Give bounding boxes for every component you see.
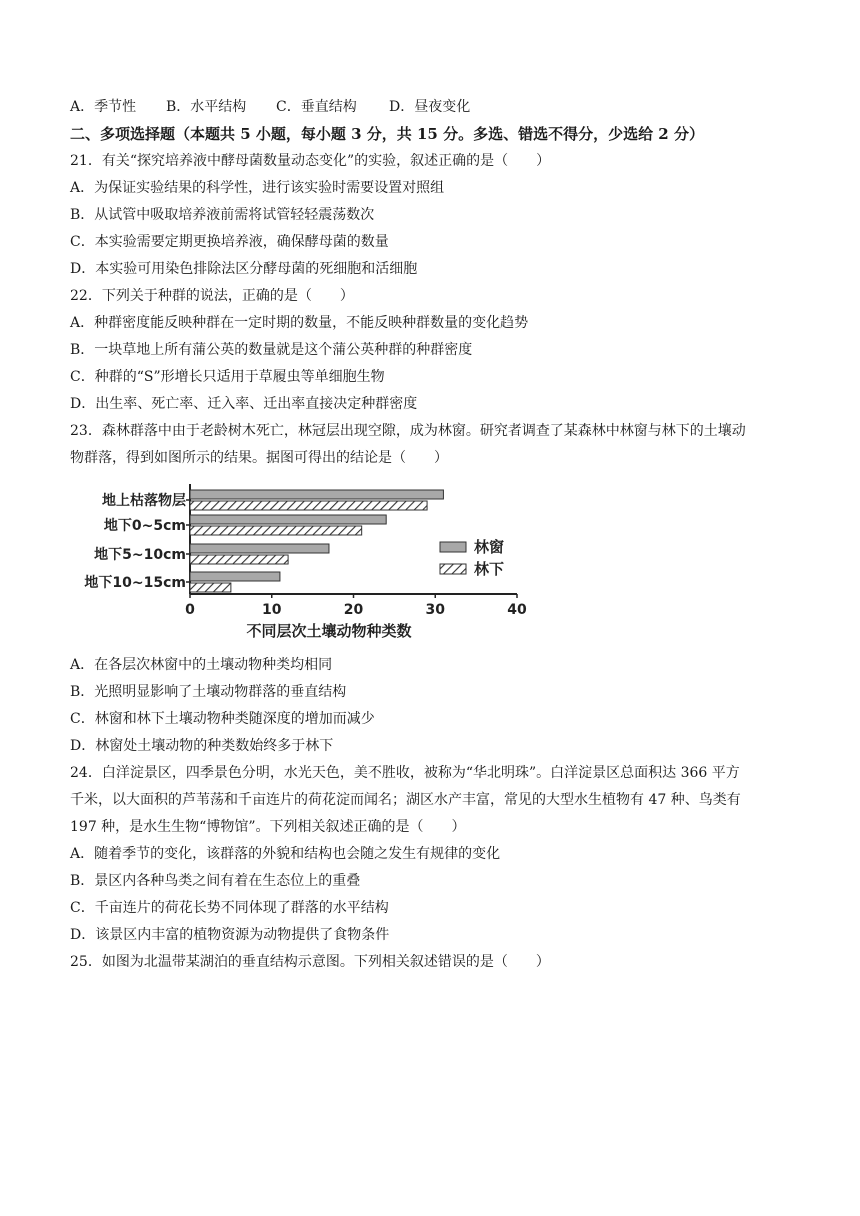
q24-stem-line-3: 197 种，是水生生物“博物馆”。下列相关叙述正确的是（ ） (70, 819, 466, 835)
q23-option-b: B．光照明显影响了土壤动物群落的垂直结构 (70, 684, 347, 700)
q22-stem: 22．下列关于种群的说法，正确的是（ ） (70, 288, 354, 304)
x-tick-label: 40 (507, 602, 527, 618)
legend-swatch-linchuang (440, 542, 466, 552)
q21-option-c: C．本实验需要定期更换培养液，确保酵母菌的数量 (70, 234, 389, 250)
bar-linxia (190, 501, 427, 510)
q22-option-c: C．种群的“S”形增长只适用于草履虫等单细胞生物 (70, 369, 385, 385)
bar-linchuang (190, 515, 386, 524)
q21-stem: 21．有关“探究培养液中酵母菌数量动态变化”的实验，叙述正确的是（ ） (70, 153, 551, 169)
x-axis-title: 不同层次土壤动物种类数 (246, 622, 412, 640)
q20-option-a: A．季节性 (70, 99, 137, 115)
x-tick-label: 30 (425, 602, 445, 618)
q23-option-a: A．在各层次林窗中的土壤动物种类均相同 (70, 657, 333, 673)
legend-label: 林窗 (474, 538, 505, 556)
q23-stem-line-1: 23．森林群落中由于老龄树木死亡，林冠层出现空隙，成为林窗。研究者调查了某森林中林窗与林下的土壤动 (70, 423, 746, 439)
category-label: 地下5~10cm (94, 547, 186, 563)
section-2-heading: 二、多项选择题（本题共 5 小题，每小题 3 分，共 15 分。多选、错选不得分，少选给 2 分） (70, 125, 704, 143)
category-label: 地下0~5cm (103, 518, 186, 534)
q23-option-d: D．林窗处土壤动物的种类数始终多于林下 (70, 738, 334, 754)
q20-option-d: D．昼夜变化 (389, 99, 471, 115)
legend-swatch-linxia (440, 564, 466, 574)
soil-fauna-chart (72, 478, 542, 648)
bar-linxia (190, 583, 231, 592)
category-label: 地下10~15cm (84, 575, 186, 591)
q22-option-d: D．出生率、死亡率、迁入率、迁出率直接决定种群密度 (70, 396, 418, 412)
x-tick-label: 0 (185, 602, 195, 618)
q21-option-d: D．本实验可用染色排除法区分酵母菌的死细胞和活细胞 (70, 261, 418, 277)
legend-label: 林下 (474, 560, 505, 578)
bar-chart-svg (72, 478, 542, 648)
category-label: 地上枯落物层 (102, 493, 186, 509)
q25-stem: 25．如图为北温带某湖泊的垂直结构示意图。下列相关叙述错误的是（ ） (70, 954, 550, 970)
x-tick-label: 20 (343, 602, 364, 618)
q22-option-b: B．一块草地上所有蒲公英的数量就是这个蒲公英种群的种群密度 (70, 342, 473, 358)
q24-option-d: D．该景区内丰富的植物资源为动物提供了食物条件 (70, 927, 390, 943)
q23-option-c: C．林窗和林下土壤动物种类随深度的增加而减少 (70, 711, 375, 727)
q24-stem-line-1: 24．白洋淀景区，四季景色分明，水光天色，美不胜收，被称为“华北明珠”。白洋淀景区总面积达 366 平方 (70, 765, 740, 781)
q20-options (70, 97, 470, 117)
q22-option-a: A．种群密度能反映种群在一定时期的数量，不能反映种群数量的变化趋势 (70, 315, 529, 331)
bar-linchuang (190, 572, 280, 581)
q24-option-c: C．千亩连片的荷花长势不同体现了群落的水平结构 (70, 900, 389, 916)
x-tick-label: 10 (262, 602, 282, 618)
q23-stem-line-2: 物群落，得到如图所示的结果。据图可得出的结论是（ ） (70, 450, 448, 466)
bar-linxia (190, 555, 288, 564)
q24-option-a: A．随着季节的变化，该群落的外貌和结构也会随之发生有规律的变化 (70, 846, 501, 862)
bar-linchuang (190, 544, 329, 553)
bar-linchuang (190, 490, 443, 499)
q21-option-a: A．为保证实验结果的科学性，进行该实验时需要设置对照组 (70, 180, 445, 196)
q21-option-b: B．从试管中吸取培养液前需将试管轻轻震荡数次 (70, 207, 375, 223)
q24-option-b: B．景区内各种鸟类之间有着在生态位上的重叠 (70, 873, 361, 889)
q24-stem-line-2: 千米，以大面积的芦苇荡和千亩连片的荷花淀而闻名；湖区水产丰富，常见的大型水生植物有 47 种、鸟类有 (70, 792, 741, 808)
q20-option-b: B．水平结构 (166, 99, 247, 115)
bar-linxia (190, 526, 362, 535)
q20-option-c: C．垂直结构 (276, 99, 357, 115)
